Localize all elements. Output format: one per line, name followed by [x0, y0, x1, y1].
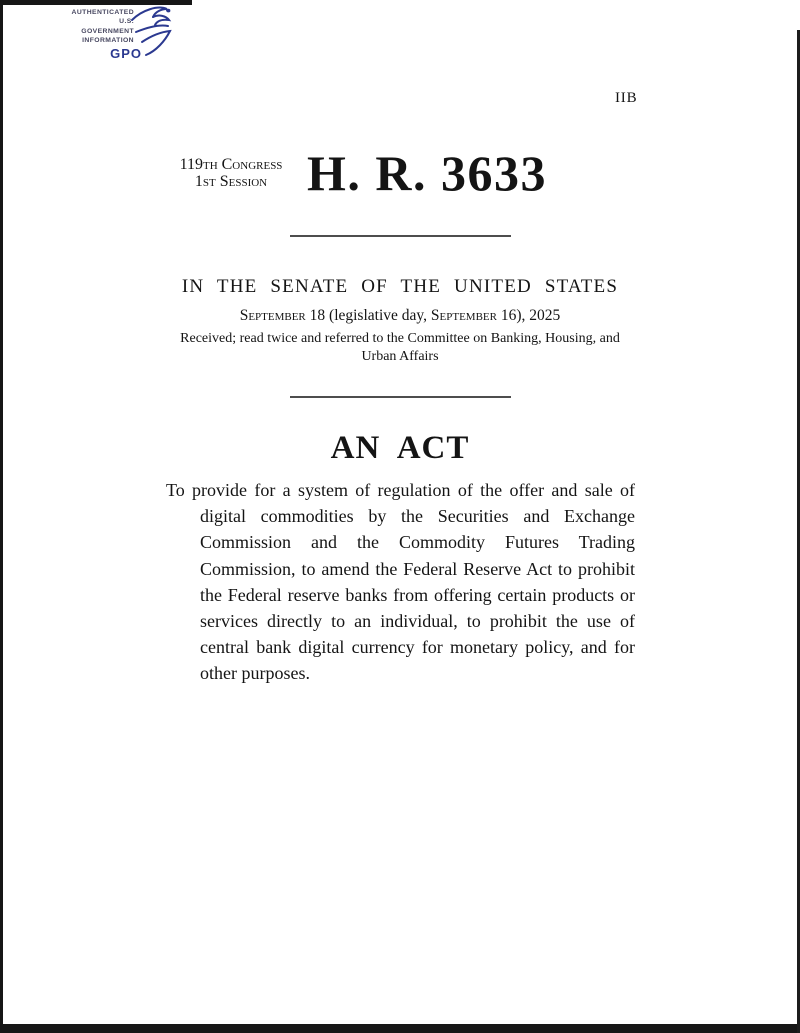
gpo-wordmark: GPO: [110, 46, 142, 62]
date-part-1: September 18: [239, 307, 326, 324]
gpo-authentication-stamp: [66, 8, 176, 61]
scan-edge-left: [0, 0, 3, 1033]
congress-session-block: [162, 157, 300, 190]
calendar-code: IIB: [615, 90, 638, 106]
bill-number: H. R. 3633: [307, 145, 547, 201]
stamp-line-information: INFORMATION: [82, 36, 134, 44]
act-heading: AN ACT: [330, 430, 470, 466]
horizontal-rule-top: [290, 235, 511, 237]
date-line: [165, 307, 635, 325]
date-part-3: September 16: [430, 307, 517, 324]
stamp-line-us-government: U.S. GOVERNMENT: [81, 18, 134, 35]
stamp-line-authenticated: AUTHENTICATED: [71, 9, 134, 16]
date-part-2: (legislative day,: [325, 307, 431, 324]
session-line: 1st Session: [194, 172, 268, 190]
horizontal-rule-bottom: [290, 396, 511, 398]
date-part-4: ), 2025: [516, 307, 561, 324]
chamber-heading: IN THE SENATE OF THE UNITED STATES: [181, 276, 619, 297]
scan-edge-bottom: [0, 1024, 800, 1033]
referral-line: Received; read twice and referred to the Committee on Banking, Housing, and Urban Affairs: [180, 331, 620, 364]
gpo-eagle-icon: [126, 4, 172, 63]
congress-line: 119th Congress: [179, 156, 283, 173]
long-title: To provide for a system of regulation of the offer and sale of digital commodities by the Securities and Exchange Commission and the Commodity Futures Trading Commission, to amend the Federal Reserve Act to prohibit the Federal reserve banks from offering certain products or services directly to an individual, to prohibit the use of central bank digital currency for monetary policy, and for other purposes.: [166, 480, 635, 684]
